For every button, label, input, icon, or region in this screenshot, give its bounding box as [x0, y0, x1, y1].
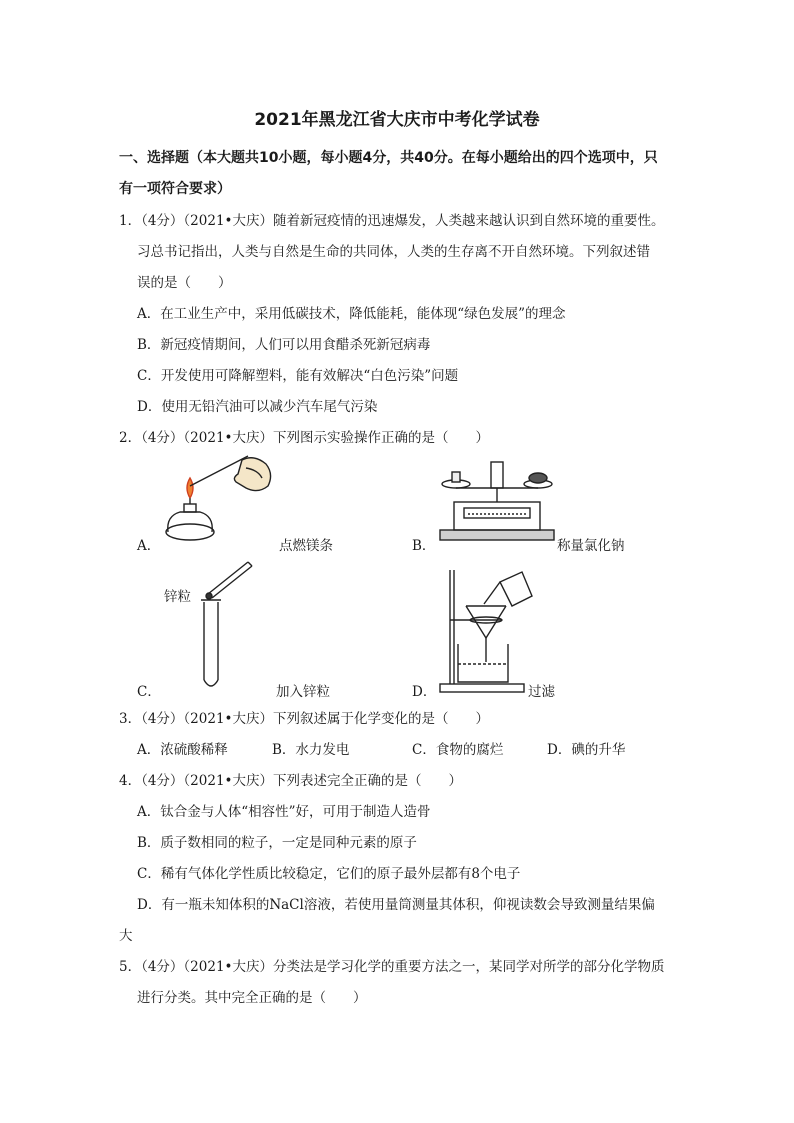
q3-option-b[interactable]: B．水力发电	[272, 742, 350, 758]
q4-option-c[interactable]: C．稀有气体化学性质比较稳定，它们的原子最外层都有8个电子	[137, 866, 521, 882]
q2-option-c-caption: 加入锌粒	[276, 684, 330, 700]
test-tube-figure	[196, 556, 266, 696]
filtration-figure	[438, 566, 538, 696]
q2-option-d-letter[interactable]: D．	[412, 684, 437, 700]
q1-stem-line1: 1．（4分）（2021•大庆）随着新冠疫情的迅速爆发，人类越来越认识到自然环境的重要性。	[119, 213, 665, 229]
q5-stem-line2: 进行分类。其中完全正确的是（ ）	[137, 990, 367, 1006]
q4-stem: 4．（4分）（2021•大庆）下列表述完全正确的是（ ）	[119, 773, 462, 789]
balance-scale-figure	[438, 458, 558, 548]
q1-option-b[interactable]: B．新冠疫情期间，人们可以用食醋杀死新冠病毒	[137, 337, 431, 353]
q3-option-c[interactable]: C．食物的腐烂	[412, 742, 504, 758]
q1-stem-line3: 误的是（ ）	[137, 275, 232, 291]
q1-option-d[interactable]: D．使用无铅汽油可以减少汽车尾气污染	[137, 399, 378, 415]
alcohol-lamp-figure	[162, 452, 282, 552]
q1-stem-line2: 习总书记指出，人类与自然是生命的共同体，人类的生存离不开自然环境。下列叙述错	[137, 244, 650, 260]
q2-option-b-letter[interactable]: B．	[412, 538, 436, 554]
q4-option-a[interactable]: A．钛合金与人体“相容性”好，可用于制造人造骨	[137, 804, 431, 820]
section-heading-line2: 有一项符合要求）	[119, 181, 231, 197]
page-title: 2021年黑龙江省大庆市中考化学试卷	[254, 110, 540, 130]
q4-option-d-wrap: 大	[119, 928, 133, 944]
q1-option-c[interactable]: C．开发使用可降解塑料，能有效解决“白色污染”问题	[137, 368, 459, 384]
section-heading-line1: 一、选择题（本大题共10小题，每小题4分，共40分。在每小题给出的四个选项中，只	[119, 150, 658, 166]
q3-option-d[interactable]: D．碘的升华	[547, 742, 626, 758]
q1-option-a[interactable]: A．在工业生产中，采用低碳技术，降低能耗，能体现“绿色发展”的理念	[137, 306, 566, 322]
q2-option-b-caption: 称量氯化钠	[557, 538, 625, 554]
zinc-granule-label: 锌粒	[164, 589, 191, 605]
q2-stem: 2．（4分）（2021•大庆）下列图示实验操作正确的是（ ）	[119, 430, 489, 446]
q5-stem-line1: 5．（4分）（2021•大庆）分类法是学习化学的重要方法之一，某同学对所学的部分化学物质	[119, 959, 665, 975]
q2-option-d-caption: 过滤	[528, 684, 555, 700]
q3-option-a[interactable]: A．浓硫酸稀释	[137, 742, 228, 758]
q2-option-a-caption: 点燃镁条	[279, 538, 333, 554]
q4-option-b[interactable]: B．质子数相同的粒子，一定是同种元素的原子	[137, 835, 417, 851]
q2-option-c-letter[interactable]: C．	[137, 684, 161, 700]
q2-option-a-letter[interactable]: A．	[137, 538, 161, 554]
q4-option-d[interactable]: D．有一瓶未知体积的NaCl溶液，若使用量筒测量其体积，仰视读数会导致测量结果偏	[137, 897, 655, 913]
q3-stem: 3．（4分）（2021•大庆）下列叙述属于化学变化的是（ ）	[119, 711, 489, 727]
